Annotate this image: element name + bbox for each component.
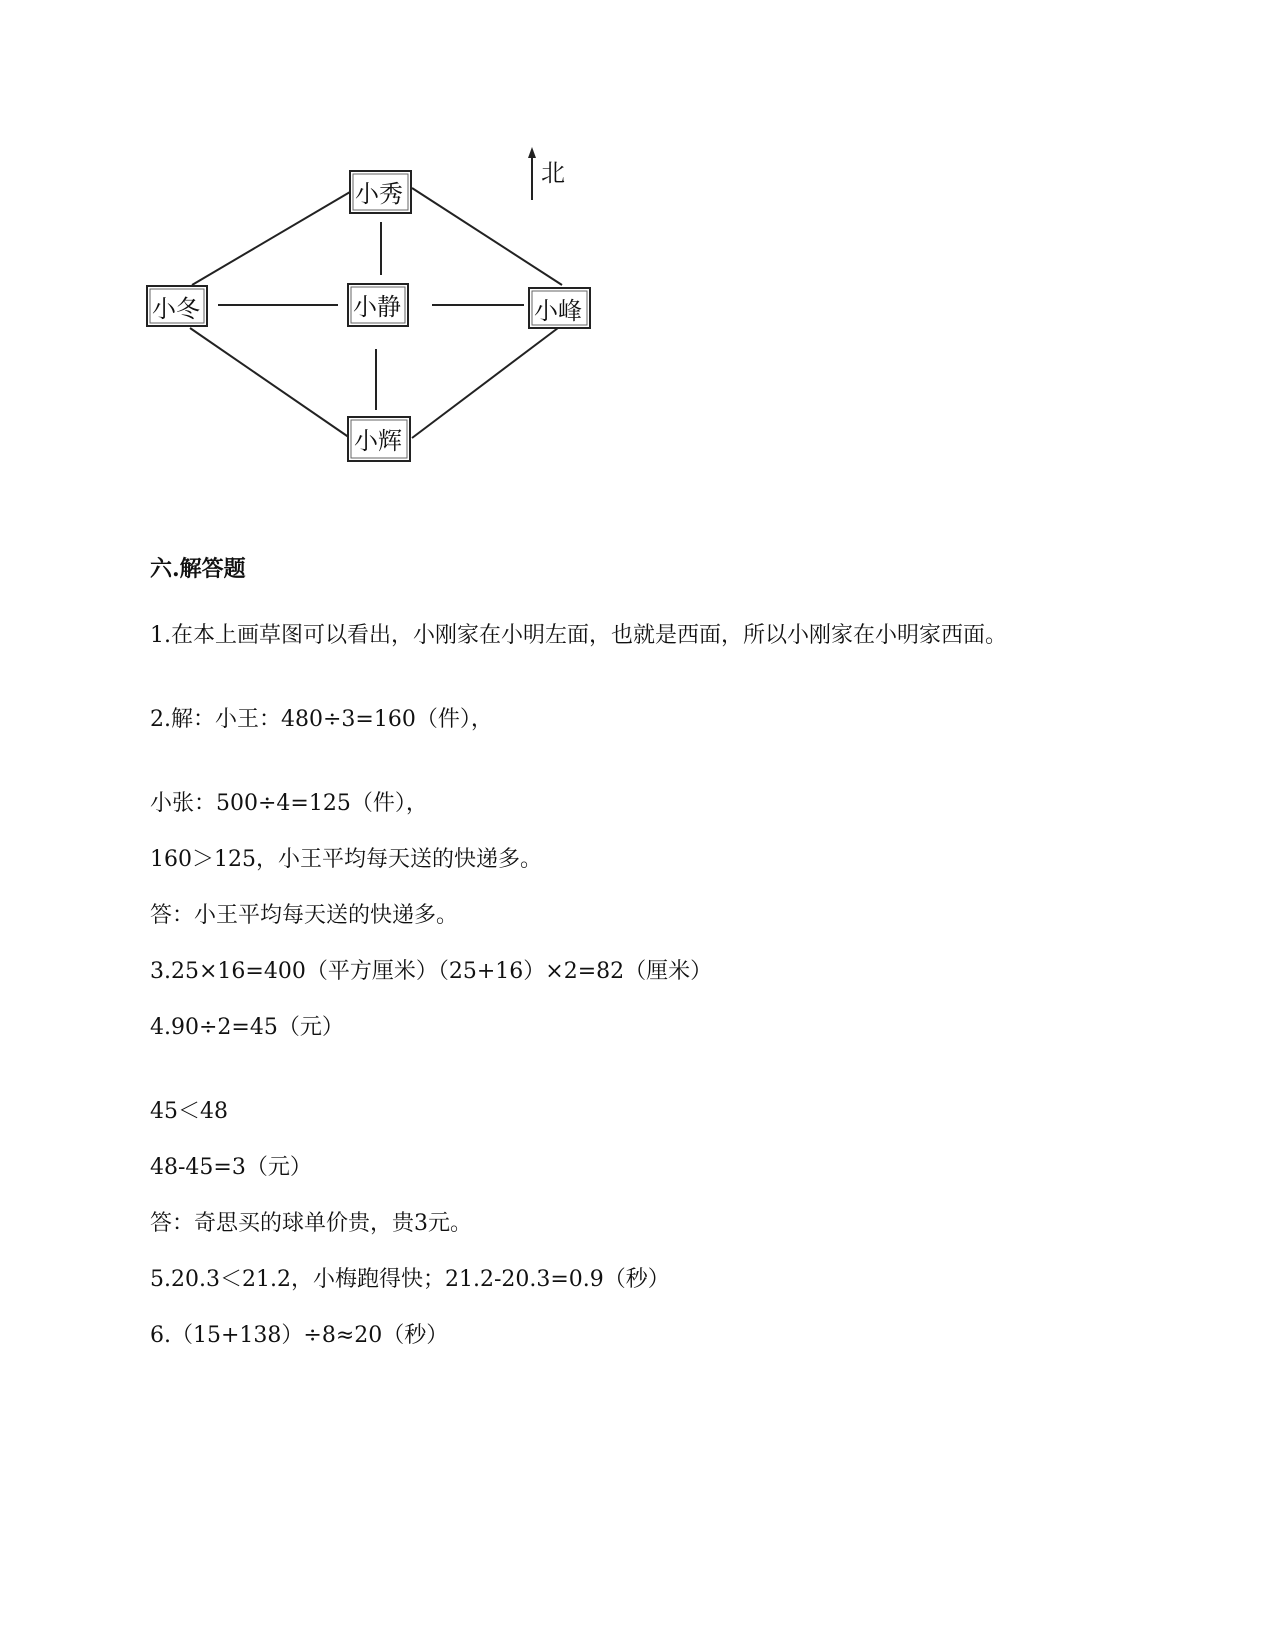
- edge-left-top: [192, 192, 350, 285]
- answer-1: 1.在本上画草图可以看出，小刚家在小明左面，也就是西面，所以小刚家在小明家西面。: [150, 623, 1007, 648]
- node-label-left: 小冬: [152, 295, 200, 323]
- answer-4-compare: 45＜48: [150, 1099, 228, 1124]
- north-label: 北: [541, 159, 565, 187]
- answer-2-conclusion: 答：小王平均每天送的快递多。: [150, 903, 459, 928]
- edge-right-bottom: [412, 328, 558, 438]
- node-top: [350, 171, 411, 213]
- answer-4-conclusion: 答：奇思买的球单价贵，贵3元。: [150, 1211, 472, 1236]
- node-bottom: [348, 417, 410, 461]
- node-right: [529, 288, 590, 328]
- direction-diagram: [140, 140, 620, 490]
- answer-4-diff: 48-45=3（元）: [150, 1155, 312, 1180]
- answer-4-intro: 4.90÷2=45（元）: [150, 1015, 344, 1040]
- answer-2-intro: 2.解：小王：480÷3=160（件），: [150, 707, 493, 732]
- node-label-center: 小静: [353, 293, 401, 321]
- answer-6: 6.（15+138）÷8≈20（秒）: [150, 1323, 449, 1348]
- direction-diagram-svg: [140, 140, 620, 490]
- node-label-top: 小秀: [355, 180, 403, 208]
- node-label-bottom: 小辉: [354, 427, 402, 455]
- north-arrow-icon: [528, 147, 536, 200]
- node-label-right: 小峰: [534, 297, 582, 325]
- answer-3: 3.25×16=400（平方厘米）（25+16）×2=82（厘米）: [150, 959, 713, 984]
- answer-5: 5.20.3＜21.2，小梅跑得快；21.2-20.3=0.9（秒）: [150, 1267, 670, 1292]
- edge-left-bottom: [190, 328, 350, 438]
- edge-top-right: [412, 188, 562, 285]
- answer-2-compare: 160＞125，小王平均每天送的快递多。: [150, 847, 542, 872]
- node-left: [147, 286, 207, 326]
- section-title: 六.解答题: [150, 556, 246, 582]
- node-center: [348, 284, 408, 326]
- answer-2-zhang: 小张：500÷4=125（件），: [150, 791, 428, 816]
